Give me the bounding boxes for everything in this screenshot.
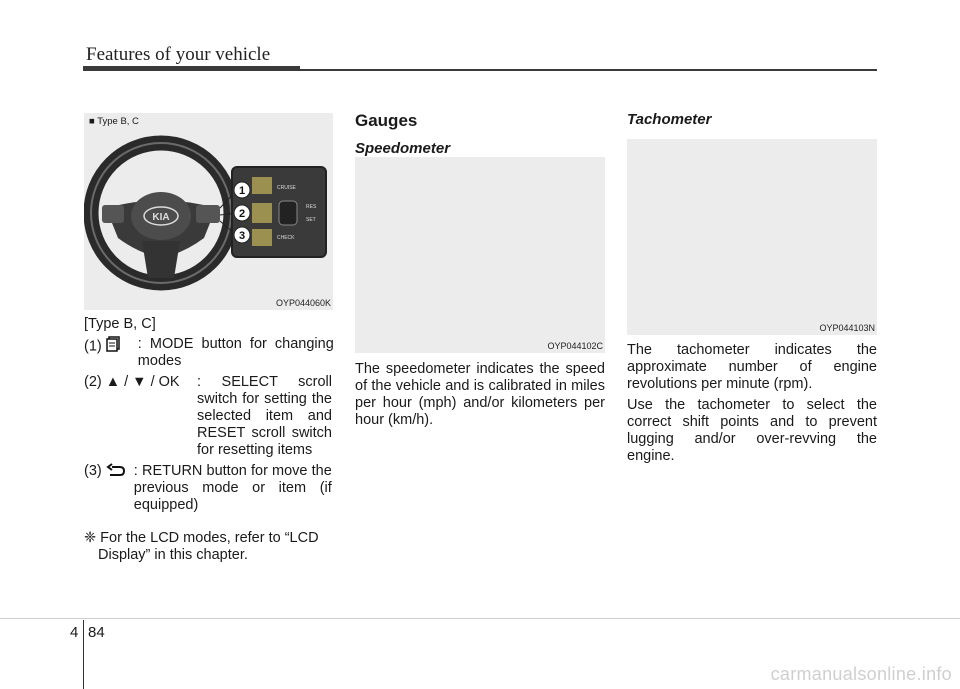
watermark: carmanualsonline.info [770, 664, 952, 684]
return-button-icon [106, 463, 130, 484]
cruise-label: CRUISE [277, 185, 296, 191]
steering-wheel-figure [84, 113, 333, 310]
item-1 [84, 336, 334, 370]
type-heading: [Type B, C] [84, 316, 156, 332]
mode-button-icon [106, 336, 134, 357]
callout-3-text: 3 [238, 230, 246, 242]
tachometer-section [627, 111, 877, 128]
select-switch-highlight [252, 203, 272, 223]
speedometer-heading: Speedometer [355, 140, 451, 157]
kia-logo-text: KIA [152, 212, 170, 223]
item-2-desc: : SELECT scroll switch for setting the selected item and RESET scroll switch for resetting items [197, 374, 332, 458]
item-3-num: (3) [84, 463, 102, 479]
figure-code-right: OYP044103N [819, 323, 875, 333]
speedometer-figure [355, 157, 605, 353]
header-rule-thick [83, 66, 300, 71]
speedometer-text: The speedometer indicates the speed of the vehicle and is calibrated in miles per hour (mph) and/or kilometers per hour (km/h). [355, 361, 605, 428]
page-number: 84 [88, 624, 105, 641]
tachometer-text-1: The tachometer indicates the approximate number of engine revolutions per minute (rpm). [627, 342, 877, 392]
scroll-wheel [279, 201, 297, 225]
item-2 [84, 374, 334, 459]
tachometer-text [627, 342, 877, 465]
item-3-desc: : RETURN button for move the previous mode or item (if equipped) [133, 463, 332, 513]
tachometer-heading: Tachometer [627, 111, 712, 128]
item-3 [84, 463, 334, 514]
item-1-desc: : MODE button for changing modes [137, 336, 334, 369]
left-switch-cluster [102, 205, 124, 223]
header-rule-thin [300, 69, 877, 71]
res-label: RES [306, 204, 317, 210]
return-button-highlight [252, 229, 272, 246]
gauges-section [355, 111, 605, 157]
left-text-column [84, 316, 334, 564]
tachometer-figure [627, 139, 877, 335]
wheel-lower-spoke [142, 241, 180, 278]
gauges-heading: Gauges [355, 111, 418, 130]
item-1-num: (1) [84, 338, 102, 355]
right-switch-cluster [196, 205, 220, 223]
footer-rule [0, 618, 960, 619]
callout-1-text: 1 [238, 185, 246, 197]
lcd-note: ❈ For the LCD modes, refer to “LCD Display” in this chapter. [84, 530, 319, 563]
item-2-num: (2) ▲ / ▼ / OK [84, 374, 180, 390]
mode-button-highlight [252, 177, 272, 194]
tachometer-text-2: Use the tachometer to select the correct shift points and to prevent lugging and/or over-revving the engine. [627, 397, 877, 464]
set-label: SET [306, 217, 316, 223]
callout-2-text: 2 [238, 208, 246, 220]
steering-wheel-illustration [84, 113, 333, 310]
footer-vertical-line [83, 620, 84, 689]
figure-code-left: OYP044060K [275, 298, 331, 308]
figure-code-middle: OYP044102C [547, 341, 603, 351]
check-label: CHECK [277, 235, 295, 241]
chapter-number: 4 [70, 624, 79, 641]
page-header-title: Features of your vehicle [86, 44, 271, 65]
figure-type-label: ■ Type B, C [89, 116, 139, 127]
